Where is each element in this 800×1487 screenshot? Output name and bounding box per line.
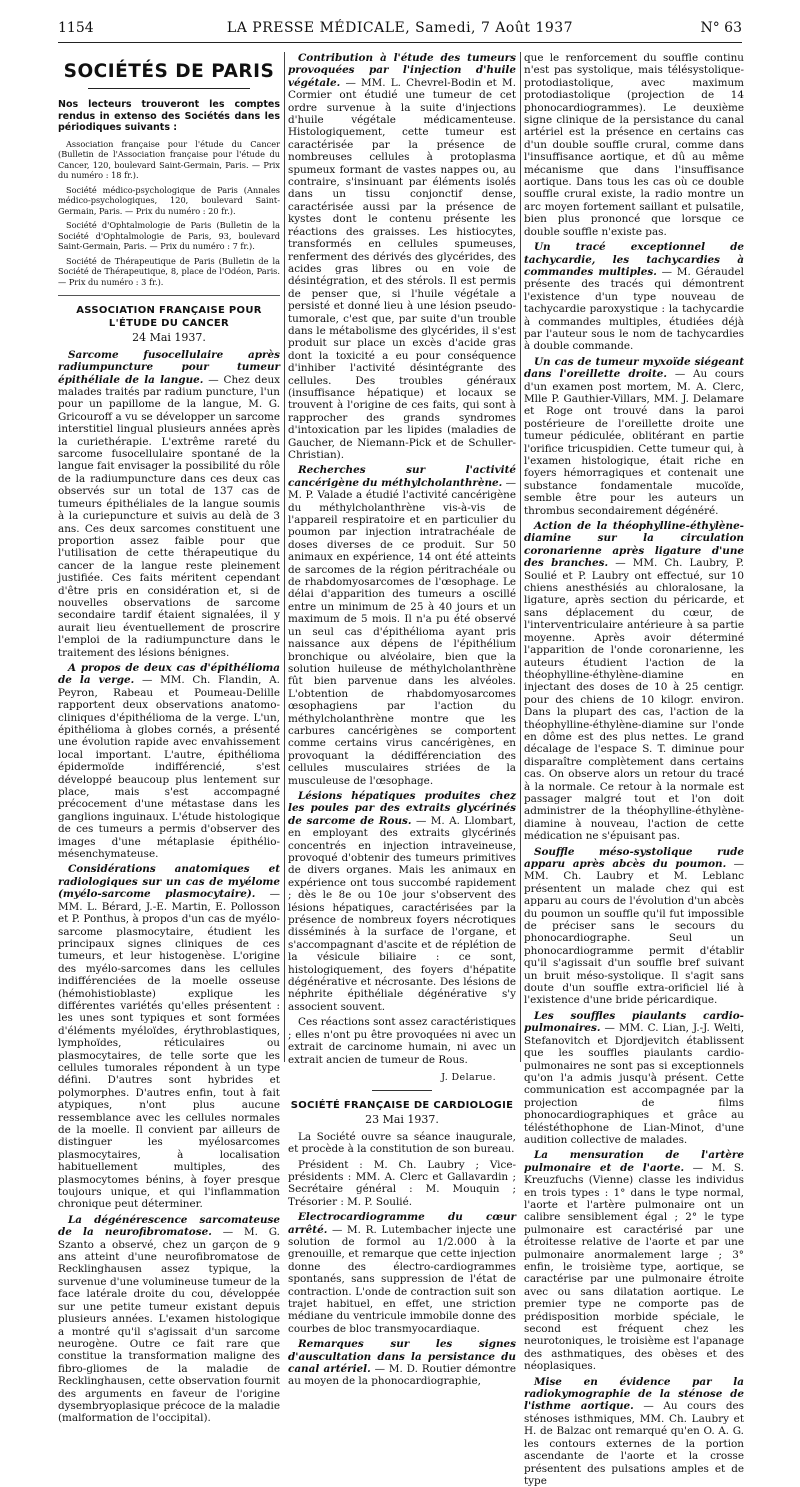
entry-heading: Contribution à l'étude des tumeurs provoquées par l'injection d'huile végétale. <box>288 52 516 89</box>
intro-lead: Nos lecteurs trouveront les comptes rendus in extenso des Sociétés dans les périodiques suivants : <box>58 99 280 134</box>
entry-heading: Recherches sur l'activité cancérigène du méthylcholanthrène. <box>288 464 516 489</box>
entry-heading: Un tracé exceptionnel de tachycardie, les tachycardies à commandes multiples. <box>524 241 744 278</box>
article-entry <box>288 464 516 787</box>
entry-text: — M. S. Kreuzfuchs (Vienne) classe les individus en trois types : 1° dans le type normal, l'aorte et l'artère pulmonaire ont un calibre sensiblement égal ; 2° le type pulmonaire est caractérisé par une étroitesse relative de l'aorte et par une pulmonaire anormalement large ; 3° enfin, le troisième type, aortique, se caractérise par une pulmonaire étroite avec ou sans dilatation aortique. Le premier type ne comporte pas de prédisposition morbide spéciale, le second est fréquent chez les neurotoniques, le troisième est l'apanage des asthmatiques, des obèses et des néoplasiques. <box>524 1161 744 1373</box>
entry-heading: Electrocardiogramme du cœur arrêté. <box>288 1211 516 1236</box>
continued-paragraph: que le renforcement du souffle continu n'est pas systolique, mais télésystolique-protodiastolique, avec maximum protodiastolique (projection de 14 phonocardiogrammes). Le deuxième signe clinique de la persistance du canal artériel est la présence en certains cas d'un double souffle crural, comme dans l'insuffisance aortique, et dû au même mécanisme que dans l'insuffisance aortique. Dans tous les cas où ce double souffle crural existe, la radio montre un arc moyen fortement saillant et pulsatile, bien plus prononcé que lorsque ce double souffle n'existe pas. <box>524 52 744 238</box>
column-middle <box>288 52 516 1388</box>
section-date: 24 Mai 1937. <box>132 331 206 345</box>
page-header <box>0 0 800 44</box>
section-rule <box>372 1090 432 1091</box>
article-entry <box>524 520 744 843</box>
entry-text: — M. P. Valade a étudié l'activité cancérigène du méthylcholanthrène vis-à-vis de l'appareil respiratoire et en particulier du poumon par injection intratrachéale de doses diverses de ce produit. Sur 50 animaux en expérience, 14 ont été atteints de sarcomes de la région péritrachéale ou de rhabdomyosarcomes de l'œsophage. Le délai d'apparition des tumeurs a oscillé entre un minimum de 25 à 40 jours et un maximum de 5 mois. Il n'a pu été observé un seul cas d'épithélioma ayant pris naissance aux dépens de l'épithélium bronchique ou alvéolaire, bien que la solution huileuse de méthylcholanthrène fût bien parvenue dans les alvéoles. L'obtention de rhabdomyosarcomes œsophagiens par l'action du méthylcholanthrène montre que les carbures cancérigènes se comportent comme certains virus cancérigènes, en provoquant la dédifférenciation des cellules musculaires striées de la musculeuse de l'œsophage. <box>288 476 516 787</box>
entry-text: — Au cours d'un examen post mortem, M. A. Clerc, Mlle P. Gauthier-Villars, MM. J. Delamare et Roge ont trouvé dans la paroi postérieure de l'oreillette droite une tumeur pédiculée, oblitérant en partie l'orifice tricuspidien. Cette tumeur qui, à l'examen histologique, était riche en foyers hémorragiques et contenait une substance fondamentale mucoïde, semble être pour les auteurs un thrombus secondairement dégénéré. <box>524 368 745 517</box>
entry-text: — MM. Ch. Laubry et M. Leblanc présentent un malade chez qui est apparu au cours de l'évolution d'un abcès du poumon un souffle qu'il fut impossible de préciser sans le secours du phonocardiographe. Seul un phonocardiogramme permit d'établir qu'il s'agissait d'un souffle bref suivant un bruit méso-systolique. Il s'agit sans doute d'un souffle extra-orificiel lié à l'existence d'une bride péricardique. <box>524 858 744 1007</box>
entry-text: — Au cours des sténoses isthmiques, MM. Ch. Laubry et H. de Balzac ont remarqué qu'en O. A. G. les contours externes de la portion ascendante de l'aorte et la crosse présentent des pulsations amples et de type <box>524 1400 744 1487</box>
entry-heading: Un cas de tumeur myxoïde siégeant dans l'oreillette droite. <box>524 355 744 381</box>
section-title: ASSOCIATION FRANÇAISE POUR L'ÉTUDE DU CANCER <box>76 305 262 330</box>
title-rule <box>88 88 250 89</box>
journal-title: LA PRESSE MÉDICALE, Samedi, 7 Août 1937 <box>226 20 574 36</box>
entry-heading: Remarques sur les signes d'auscultation dans la persistance du canal artériel. <box>288 1338 516 1376</box>
entry-heading: A propos de deux cas d'épithélioma de la verge. <box>58 661 280 687</box>
column-right <box>524 52 745 1487</box>
entry-heading: Considérations anatomiques et radiologiques sur un cas de myélome (myélo-sarcome plasmocytaire). <box>58 863 280 901</box>
article-entry <box>58 863 280 1210</box>
article-entry <box>288 52 516 461</box>
intro-item: Société d'Ophtalmologie de Paris (Bulletin de la Société d'Ophtalmologie de Paris, 93, boulevard Saint-Germain, Paris. — Prix du numéro : 7 fr.). <box>58 220 280 252</box>
article-entry <box>524 1010 744 1146</box>
intro-item: Association française pour l'étude du Cancer (Bulletin de l'Association française pour l'étude du Cancer, 120, boulevard Saint-Germain, Paris. — Prix du numéro : 18 fr.). <box>58 138 280 181</box>
article-entry <box>288 1338 516 1388</box>
entry-text: — M. A. Llombart, en employant des extraits glycérinés concentrés en injection intraveineuse, provoqué d'obtenir des tumeurs primitives de divers organes. Mais les animaux en expérience ont tous succombé rapidement ; dès le 8e ou 10e jour s'observent des lésions hépatiques, caractérisées par la présence de nombreux foyers nécrotiques disséminés à la surface de l'organe, et s'accompagnant d'ascite et de réplétion de la vésicule biliaire : ce sont, histologiquement, des foyers d'hépatite dégénérative et nécrosante. Des lésions de néphrite épithéliale dégénérative s'y associent souvent. <box>288 814 516 1013</box>
article-entry <box>58 1214 280 1425</box>
header-rule <box>58 42 742 43</box>
entry-text: — M. R. Lutembacher injecte une solution de formol au 1/2.000 à la grenouille, et remarque que cette injection donne des électro-cardiogrammes spontanés, sans suppression de l'état de contraction. L'onde de contraction suit son trajet habituel, en effet, une striction médiane du ventricule immobile donne des courbes de bloc transmyocardiaque. <box>288 1223 516 1335</box>
entry-text: — Chez deux malades traités par radium puncture, l'un pour un papillome de la langue, M. G. Gricouroff a vu se développer un sarcome interstitiel lingual plusieurs années après la curiethérapie. L'extrême rareté du sarcome fusocellulaire spontané de la langue fait envisager la possibilité du rôle de la radiumpuncture dans ces deux cas observés sur un total de 137 cas de tumeurs épithéliales de la langue soumis à la curiepuncture et suivis au delà de 3 ans. Ces deux sarcomes constituent une proportion assez faible pour que l'utilisation de cette thérapeutique du cancer de la langue reste pleinement justifiée. Ces faits méritent cependant d'être pris en considération et, si de nouvelles observations de sarcome secondaire tardif étaient signalées, il y aurait lieu éventuellement de proscrire l'emploi de la radiumpuncture dans le traitement des lésions bénignes. <box>58 373 280 659</box>
entry-heading: La dégénérescence sarcomateuse de la neurofibromatose. <box>58 1213 280 1239</box>
entry-heading: La mensuration de l'artère pulmonaire et de l'aorte. <box>524 1149 744 1174</box>
entry-heading: Souffle méso-systolique rude apparu après abcès du poumon. <box>524 845 744 870</box>
article-entry <box>524 356 744 517</box>
article-entry <box>288 1211 516 1335</box>
article-entry <box>524 1376 744 1487</box>
session-intro: La Société ouvre sa séance inaugurale, et procède à la constitution de son bureau. <box>288 1130 516 1156</box>
entry-text: — MM. L. Bérard, J.-E. Martin, E. Pollosson et P. Ponthus, à propos d'un cas de myélo-sarcome plasmocytaire, étudient les principaux signes cliniques de ces tumeurs, et leur histogenèse. L'origine des myélo-sarcomes dans les cellules indifférenciées de la moelle osseuse (hémohistioblaste) explique les différentes variétés qu'elles présentent : les unes sont typiques et sont formées d'éléments myéloïdes, érythroblastiques, lymphoïdes, réticulaires ou plasmocytaires, de telle sorte que les cellules tumorales répondent à un type défini. D'autres sont hybrides et polymorphes. D'autres enfin, tout à fait atypiques, n'ont plus aucune ressemblance avec les cellules normales de la moelle. Il convient par ailleurs de distinguer les myélosarcomes plasmocytaires, à localisation habituellement multiples, des plasmocytomes bénins, à foyer presque toujours unique, et qui l'inflammation chronique peut déterminer. <box>58 888 280 1211</box>
page-number: 1154 <box>58 20 94 36</box>
closing-paragraph: Ces réactions sont assez caractéristiques ; elles n'ont pu être provoquées ni avec un extrait de carcinome humain, ni avec un extrait ancien de tumeur de Rous. <box>288 1016 516 1066</box>
column-divider <box>284 52 285 1062</box>
entry-text: — MM. Ch. Laubry, P. Soulié et P. Laubry ont effectué, sur 10 chiens anesthésiés au chloralosane, la ligature, après section du péricarde, et sans déplacement du cœur, de l'interventriculaire antérieure à sa partie moyenne. Après avoir déterminé l'apparition de l'onde coronarienne, les auteurs étudient l'action de la théophylline-éthylène-diamine en injectant des doses de 10 à 25 centigr. pour des chiens de 10 kilogr. environ. Dans la plupart des cas, l'action de la théophylline-éthylène-diamine sur l'onde en dôme est des plus nettes. Le grand décalage de l'espace S. T. diminue pour disparaître complètement dans certains cas. On observe alors un retour du tracé à la normale. Ce retour à la normale est passager malgré tout et l'on doit administrer de la théophylline-éthylène-diamine à nouveau, l'action de cette médication ne s'épuisant pas. <box>524 557 744 843</box>
entry-heading: Les souffles piaulants cardio-pulmonaires. <box>524 1009 744 1035</box>
signature: J. Delarue. <box>441 1071 496 1083</box>
intro-item: Société de Thérapeutique de Paris (Bulletin de la Société de Thérapeutique, 8, place de l'Odéon, Paris. — Prix du numéro : 3 fr.). <box>58 255 280 287</box>
article-entry <box>524 1149 744 1372</box>
article-entry <box>58 349 280 659</box>
entry-text: — MM. C. Lian, J.-J. Welti, Stefanovitch et Djordjevitch établissent que les souffles piaulants cardio-pulmonaires ne sont pas si exceptionnels qu'on l'a admis jusqu'à présent. Cette communication est accompagnée par la projection de films phonocardiographiques et grâce au téléstéthophone de Lian-Minot, d'une audition collective de malades. <box>524 1022 744 1146</box>
section-title: SOCIÉTÉ FRANÇAISE DE CARDIOLOGIE <box>290 1100 514 1112</box>
main-title: SOCIÉTÉS DE PARIS <box>63 61 275 82</box>
entry-text: — MM. L. Chevrel-Bodin et M. Cormier ont étudié une tumeur de cet ordre survenue à la suite d'injections d'huile végétale médicamenteuse. Histologiquement, cette tumeur est caractérisée par la présence de nombreuses cellules à protoplasma spumeux formant de vastes nappes ou, au contraire, s'insinuant par éléments isolés dans un tissu conjonctif dense, caractérisée aussi par la présence de kystes dont le contenu présente les réactions des graisses. Les histiocytes, transformés en cellules spumeuses, renferment des dérivés des glycérides, des acides gras libres ou en voie de désintégration, et des stérols. Il est permis de penser que, si l'huile végétale a persisté et donné lieu à une lésion pseudo-tumorale, c'est que, par suite d'un trouble dans le métabolisme des glycérides, il s'est produit sur place un excès d'acide gras dont la toxicité a eu pour conséquence d'inhiber l'activité désintégrante des cellules. Des troubles généraux (insuffisance hépatique) et locaux se trouvent à l'origine de ces faits, qui sont à rapprocher des grands syndromes d'intoxication par les lipides (maladies de Gaucher, de Niemann-Pick et de Schuller-Christian). <box>288 76 516 461</box>
article-entry <box>524 846 744 1007</box>
section-rule <box>58 295 280 296</box>
entry-heading: Mise en évidence par la radiokymographie de la sténose de l'isthme aortique. <box>524 1375 744 1413</box>
article-entry <box>58 662 280 861</box>
entry-text: — M. Géraudel présente des tracés qui démontrent l'existence d'un type nouveau de tachycardie paroxystique : la tachycardie à commandes multiples, étudiées déjà par l'auteur sous le nom de tachycardies à double commande. <box>524 265 744 353</box>
entry-text: — MM. Ch. Flandin, A. Peyron, Rabeau et Poumeau-Delille rapportent deux observations anatomo-cliniques d'épithélioma de la verge. L'un, épithélioma à globes cornés, a présenté une évolution rapide avec envahissement local important. L'autre, épithélioma épidermoïde indifférencié, s'est développé beaucoup plus lentement sur place, mais s'est accompagné précocement d'une métastase dans les ganglions inguinaux. L'étude histologique de ces tumeurs a permis d'observer des images d'une métaplasie épithélio-mésenchymateuse. <box>58 674 280 861</box>
bureau-list: Président : M. Ch. Laubry ; Vice-présidents : MM. A. Clerc et Gallavardin ; Secrétaire général : M. Mouquin ; Trésorier : M. P. Soulié. <box>288 1158 516 1208</box>
section-date: 23 Mai 1937. <box>365 1113 439 1127</box>
article-entry <box>524 241 744 353</box>
intro-item: Société médico-psychologique de Paris (Annales médico-psychologiques, 120, boulevard Saint-Germain, Paris. — Prix du numéro : 20 fr.). <box>58 184 280 216</box>
column-left <box>58 52 280 1425</box>
article-entry <box>288 790 516 1013</box>
entry-heading: Lésions hépatiques produites chez les poules par des extraits glycérinés de sarcome de Rous. <box>288 789 516 827</box>
issue-number: N° 63 <box>700 20 742 36</box>
entry-text: — M. D. Routier démontre au moyen de la phonocardiographie, <box>288 1363 516 1388</box>
entry-text: — M. G. Szanto a observé, chez un garçon de 9 ans atteint d'une neurofibromatose de Recklinghausen assez typique, la survenue d'une volumineuse tumeur de la face latérale droite du cou, développée sur une petite tumeur existant depuis plusieurs années. L'examen histologique a montré qu'il s'agissait d'un sarcome neurogène. Outre ce fait rare que constitue la transformation maligne des fibro-gliomes de la maladie de Recklinghausen, cette observation fournit des arguments en faveur de l'origine dysembryoplasique précoce de la maladie (malformation de l'occipital). <box>58 1226 280 1425</box>
column-divider <box>520 52 521 1062</box>
entry-heading: Sarcome fusocellulaire après radiumpuncture pour tumeur épithéliale de la langue. <box>58 348 280 386</box>
entry-heading: Action de la théophylline-éthylène-diamine sur la circulation coronarienne après ligature d'une des branches. <box>524 520 744 570</box>
